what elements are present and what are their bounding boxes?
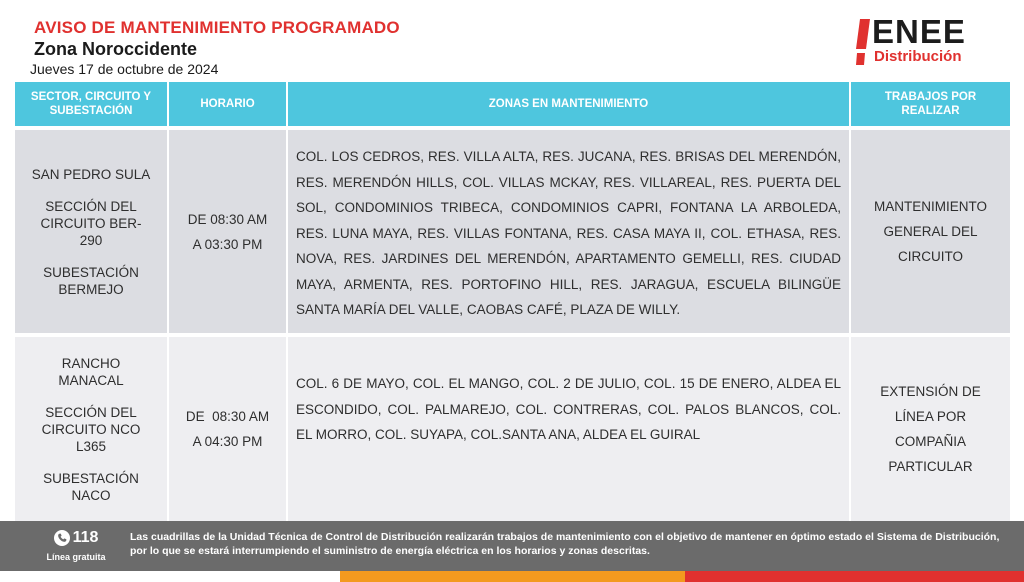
zones-cell: COL. 6 DE MAYO, COL. EL MANGO, COL. 2 DE JULIO, COL. 15 DE ENERO, ALDEA EL ESCONDIDO, COL. PALMAREJO, COL. CONTRERAS, COL. PALOS BLANCOS, COL. EL MORRO, COL. SUYAPA, COL.SANTA ANA, ALDEA EL GUIRAL [287, 335, 850, 521]
schedule-cell [168, 128, 287, 335]
table-header-row [15, 82, 1010, 128]
header-sector: SECTOR, CIRCUITO Y SUBESTACIÓN [15, 82, 168, 128]
substation-name: SUBESTACIÓN BERMEJO [43, 264, 139, 297]
zone-name: Zona Noroccidente [34, 39, 198, 59]
work-cell: MANTENIMIENTO GENERAL DEL CIRCUITO [850, 128, 1010, 335]
logo-wordmark: ENEE [872, 13, 966, 50]
time-from: DE 08:30 AM [187, 211, 268, 227]
notice-date: Jueves 17 de octubre de 2024 [30, 61, 219, 77]
table-row [15, 128, 1010, 335]
zones-cell: COL. LOS CEDROS, RES. VILLA ALTA, RES. JUCANA, RES. BRISAS DEL MERENDÓN, RES. MERENDÓN HILLS, COL. VILLAS MCKAY, RES. VILLAREAL, RES. PUERTA DEL SOL, CONDOMINIOS TRIBECA, CONDOMINIOS CAPRI, FONTANA LA ARBOLEDA, RES. LUNA MAYA, RES. VILLAS FONTANA, RES. CASA MAYA II, COL. ETHASA, RES. NOVA, RES. JARDINES DEL MERENDÓN, APARTAMENTO GEMELLI, RES. CIUDAD MAYA, ARMENTA, RES. PORTOFINO HILL, RES. JARAGUA, ESCUELA BILINGÜE SANTA MARÍA DEL VALLE, CAOBAS CAFÉ, PLAZA DE WILLY. [287, 128, 850, 335]
hotline-label: Línea gratuita [46, 552, 106, 562]
color-stripe [0, 571, 1024, 582]
time-to: A 03:30 PM [192, 236, 263, 252]
sector-name: SAN PEDRO SULA [31, 166, 151, 182]
hotline-number: 118 [72, 529, 99, 546]
notice-title: AVISO DE MANTENIMIENTO PROGRAMADO [34, 18, 400, 37]
header-schedule: HORARIO [168, 82, 287, 128]
substation-name: SUBESTACIÓN NACO [43, 470, 139, 503]
notice-header [0, 0, 1024, 82]
hotline [40, 529, 112, 562]
table-row [15, 335, 1010, 521]
footer-bar [0, 521, 1024, 571]
stripe-orange [340, 571, 685, 582]
logo-subtitle: Distribución [874, 48, 962, 65]
enee-logo [856, 13, 1002, 68]
sector-cell [15, 335, 168, 521]
circuit-section: SECCIÓN DEL CIRCUITO NCO L365 [41, 404, 141, 454]
time-to: A 04:30 PM [192, 434, 263, 449]
footer-disclaimer: Las cuadrillas de la Unidad Técnica de Control de Distribución realizarán trabajos de mantenimiento con el objetivo de mantener en óptimo estado el Sistema de Distribución, por lo que se estará interrumpiendo el suministro de energía eléctrica en los horarios y zonas descritas. [130, 531, 1000, 557]
time-from: DE 08:30 AM [185, 409, 270, 424]
sector-cell [15, 128, 168, 335]
schedule-cell [168, 335, 287, 521]
phone-icon [54, 530, 70, 546]
maintenance-table [15, 82, 1010, 521]
work-cell: EXTENSIÓN DE LÍNEA POR COMPAÑIA PARTICULAR [850, 335, 1010, 521]
stripe-white [0, 571, 340, 582]
stripe-red [685, 571, 1024, 582]
enee-logo-mark-icon [856, 19, 870, 65]
header-work: TRABAJOS POR REALIZAR [850, 82, 1010, 128]
circuit-section: SECCIÓN DEL CIRCUITO BER-290 [40, 198, 142, 248]
sector-name: RANCHO MANACAL [58, 355, 124, 388]
header-zones: ZONAS EN MANTENIMIENTO [287, 82, 850, 128]
